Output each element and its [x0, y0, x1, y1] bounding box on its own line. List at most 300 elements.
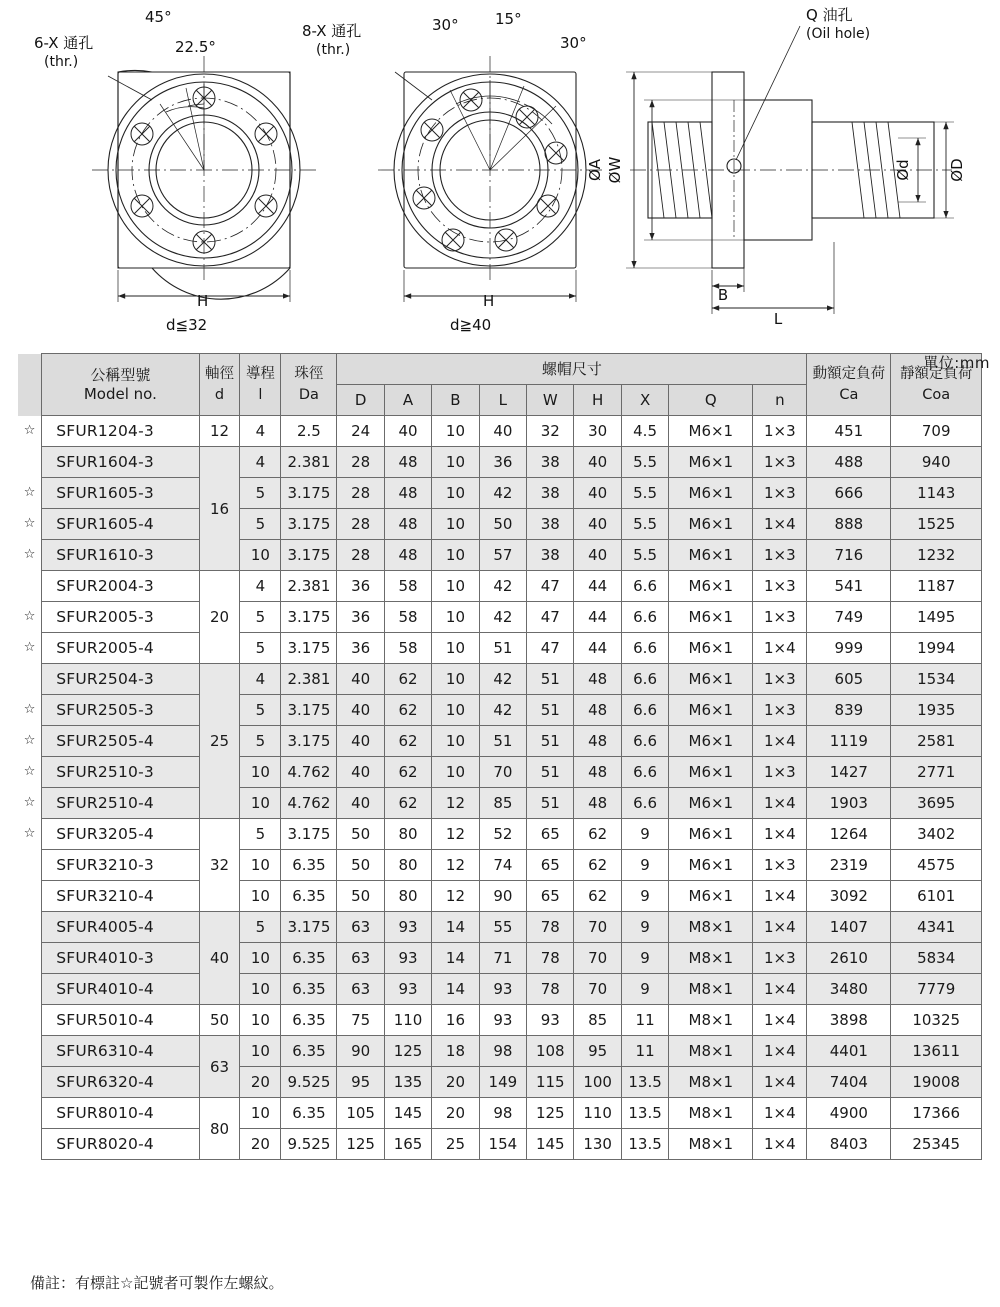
nut-b-cell: 20	[432, 1067, 479, 1098]
table-row	[18, 633, 982, 664]
dia-d-label: Ød	[894, 159, 912, 181]
row-star-mark: ☆	[23, 423, 36, 438]
nut-b-cell: 10	[432, 695, 479, 726]
table-header	[18, 354, 982, 416]
nut-b-cell: 10	[432, 757, 479, 788]
nut-a-cell: 80	[384, 850, 431, 881]
row-star-mark: ☆	[23, 702, 36, 717]
nut-w-cell: 51	[527, 726, 574, 757]
nut-w-cell: 51	[527, 757, 574, 788]
nut-l-cell: 51	[479, 633, 526, 664]
nut-q-cell: M6×1	[669, 881, 753, 912]
nut-w-cell: 32	[527, 416, 574, 447]
dyn-load-cell: 999	[807, 633, 891, 664]
nut-w-cell: 78	[527, 974, 574, 1005]
nut-h-cell: 40	[574, 478, 621, 509]
nut-b-cell: 10	[432, 602, 479, 633]
row-star-mark	[18, 912, 42, 943]
angle-45-label: 45°	[145, 8, 172, 26]
table-row	[18, 819, 982, 850]
nut-h-cell: 48	[574, 664, 621, 695]
lead-cell: 5	[240, 819, 281, 850]
nut-x-cell: 5.5	[621, 447, 668, 478]
row-star-mark: ☆	[23, 764, 36, 779]
stat-load-cell: 10325	[891, 1005, 982, 1036]
ball-dia-cell: 2.381	[281, 571, 337, 602]
nut-col-header-l: L	[479, 385, 526, 416]
model-name-cell: SFUR3210-3	[42, 850, 199, 881]
nut-d-cell: 40	[337, 788, 384, 819]
table-row	[18, 726, 982, 757]
nut-w-cell: 78	[527, 943, 574, 974]
nut-w-cell: 47	[527, 633, 574, 664]
row-star-mark	[18, 1098, 42, 1129]
angle-15-label: 15°	[495, 10, 522, 28]
nut-b-cell: 12	[432, 819, 479, 850]
nut-n-cell: 1×3	[753, 757, 807, 788]
dyn-load-cell: 2319	[807, 850, 891, 881]
shaft-dia-header	[199, 354, 240, 416]
nut-a-cell: 80	[384, 819, 431, 850]
ball-dia-cell: 6.35	[281, 850, 337, 881]
stat-load-cell: 13611	[891, 1036, 982, 1067]
ball-dia-cell: 3.175	[281, 633, 337, 664]
row-star-mark	[18, 447, 42, 478]
table-row	[18, 540, 982, 571]
model-name-cell: SFUR3210-4	[42, 881, 199, 912]
nut-x-cell: 6.6	[621, 664, 668, 695]
nut-n-cell: 1×4	[753, 1036, 807, 1067]
nut-n-cell: 1×4	[753, 788, 807, 819]
dyn-load-cell: 4401	[807, 1036, 891, 1067]
stat-load-cell: 1232	[891, 540, 982, 571]
nut-q-cell: M6×1	[669, 540, 753, 571]
nut-l-cell: 57	[479, 540, 526, 571]
table-row	[18, 695, 982, 726]
nut-a-cell: 80	[384, 881, 431, 912]
ball-dia-cell: 9.525	[281, 1129, 337, 1160]
lead-cell: 4	[240, 447, 281, 478]
dyn-load-cell: 1119	[807, 726, 891, 757]
nut-h-cell: 40	[574, 540, 621, 571]
nut-q-cell: M6×1	[669, 819, 753, 850]
nut-w-cell: 125	[527, 1098, 574, 1129]
model-name-cell: SFUR2505-3	[42, 695, 199, 726]
shaft-dia-cn: 軸徑	[205, 365, 234, 382]
ball-dia-cell: 3.175	[281, 602, 337, 633]
eight-x-thru-sub: (thr.)	[316, 42, 351, 58]
row-star-mark	[18, 974, 42, 1005]
nut-q-cell: M8×1	[669, 1129, 753, 1160]
model-name-cell: SFUR1605-3	[42, 478, 199, 509]
nut-n-cell: 1×3	[753, 478, 807, 509]
specification-table	[18, 353, 982, 1160]
nut-col-header-x: X	[621, 385, 668, 416]
nut-col-header-w: W	[527, 385, 574, 416]
nut-d-cell: 36	[337, 633, 384, 664]
lead-cell: 4	[240, 571, 281, 602]
nut-l-cell: 42	[479, 478, 526, 509]
lead-cell: 10	[240, 881, 281, 912]
stat-load-cell: 2581	[891, 726, 982, 757]
nut-h-cell: 48	[574, 757, 621, 788]
row-star-mark	[18, 664, 42, 695]
ball-dia-sym: Da	[298, 386, 319, 403]
dia-W-label: ØW	[606, 156, 624, 184]
dyn-load-header	[807, 354, 891, 416]
nut-h-cell: 48	[574, 726, 621, 757]
nut-a-cell: 62	[384, 695, 431, 726]
nut-d-cell: 28	[337, 447, 384, 478]
table-row	[18, 850, 982, 881]
nut-w-cell: 38	[527, 509, 574, 540]
ball-dia-cell: 3.175	[281, 540, 337, 571]
nut-a-cell: 110	[384, 1005, 431, 1036]
nut-l-cell: 50	[479, 509, 526, 540]
nut-a-cell: 62	[384, 726, 431, 757]
nut-w-cell: 65	[527, 881, 574, 912]
shaft-dia-sym: d	[214, 386, 225, 403]
nut-q-cell: M8×1	[669, 1098, 753, 1129]
nut-col-header-d: D	[337, 385, 384, 416]
lead-cell: 10	[240, 850, 281, 881]
row-star-mark: ☆	[23, 609, 36, 624]
nut-d-cell: 36	[337, 602, 384, 633]
nut-h-cell: 85	[574, 1005, 621, 1036]
model-name-cell: SFUR1605-4	[42, 509, 199, 540]
nut-d-cell: 40	[337, 757, 384, 788]
footnote: 備註：有標註☆記號者可製作左螺紋。	[30, 1274, 284, 1292]
lead-cell: 5	[240, 912, 281, 943]
shaft-dia-cell: 40	[199, 912, 240, 1005]
nut-q-cell: M8×1	[669, 974, 753, 1005]
dyn-load-cell: 716	[807, 540, 891, 571]
eight-x-thru-label: 8-X 通孔	[302, 22, 362, 40]
nut-l-cell: 98	[479, 1098, 526, 1129]
ball-dia-cell: 4.762	[281, 757, 337, 788]
nut-d-cell: 50	[337, 819, 384, 850]
nut-d-cell: 40	[337, 726, 384, 757]
row-star-mark	[18, 571, 42, 602]
nut-a-cell: 40	[384, 416, 431, 447]
table-row	[18, 664, 982, 695]
nut-w-cell: 51	[527, 664, 574, 695]
row-star-mark	[18, 850, 42, 881]
nut-h-cell: 48	[574, 788, 621, 819]
nut-n-cell: 1×3	[753, 943, 807, 974]
d-le-32-label: d≦32	[166, 316, 208, 334]
nut-a-cell: 93	[384, 912, 431, 943]
table-row	[18, 478, 982, 509]
nut-w-cell: 93	[527, 1005, 574, 1036]
nut-x-cell: 9	[621, 819, 668, 850]
stat-load-cell: 1143	[891, 478, 982, 509]
model-name-cell: SFUR2004-3	[42, 571, 199, 602]
B-label: B	[717, 286, 729, 304]
nut-n-cell: 1×3	[753, 602, 807, 633]
nut-x-cell: 5.5	[621, 478, 668, 509]
nut-l-cell: 42	[479, 602, 526, 633]
lead-sym: l	[258, 386, 263, 403]
model-name-cell: SFUR4005-4	[42, 912, 199, 943]
table-row	[18, 912, 982, 943]
nut-b-cell: 20	[432, 1098, 479, 1129]
nut-x-cell: 5.5	[621, 509, 668, 540]
nut-d-cell: 95	[337, 1067, 384, 1098]
nut-x-cell: 6.6	[621, 633, 668, 664]
ball-dia-cell: 6.35	[281, 974, 337, 1005]
nut-w-cell: 65	[527, 819, 574, 850]
nut-q-cell: M8×1	[669, 1067, 753, 1098]
nut-l-cell: 154	[479, 1129, 526, 1160]
unit-note: 單位:mm	[923, 354, 990, 372]
lead-cell: 10	[240, 1036, 281, 1067]
nut-d-cell: 36	[337, 571, 384, 602]
nut-q-cell: M8×1	[669, 943, 753, 974]
nut-q-cell: M6×1	[669, 726, 753, 757]
nut-col-header-n: n	[753, 385, 807, 416]
stat-load-cell: 4341	[891, 912, 982, 943]
ball-dia-cell: 3.175	[281, 478, 337, 509]
stat-load-cell: 3695	[891, 788, 982, 819]
nut-h-cell: 62	[574, 850, 621, 881]
row-star-mark	[18, 943, 42, 974]
nut-b-cell: 10	[432, 478, 479, 509]
shaft-dia-cell: 20	[199, 571, 240, 664]
nut-n-cell: 1×4	[753, 819, 807, 850]
nut-b-cell: 16	[432, 1005, 479, 1036]
nut-h-cell: 44	[574, 633, 621, 664]
model-name-cell: SFUR1610-3	[42, 540, 199, 571]
table-row	[18, 1036, 982, 1067]
stat-load-cn: 靜額定負荷	[899, 365, 973, 382]
shaft-dia-cell: 12	[199, 416, 240, 447]
nut-n-cell: 1×4	[753, 881, 807, 912]
table-row	[18, 1067, 982, 1098]
nut-h-cell: 44	[574, 602, 621, 633]
lead-cell: 10	[240, 540, 281, 571]
six-x-thru-label: 6-X 通孔	[34, 34, 94, 52]
nut-w-cell: 65	[527, 850, 574, 881]
model-name-cell: SFUR3205-4	[42, 819, 199, 850]
stat-load-cell: 1187	[891, 571, 982, 602]
nut-n-cell: 1×3	[753, 664, 807, 695]
nut-size-header: 螺帽尺寸	[337, 354, 807, 385]
nut-b-cell: 12	[432, 788, 479, 819]
nut-col-header-q: Q	[669, 385, 753, 416]
stat-load-cell: 4575	[891, 850, 982, 881]
dyn-load-cell: 488	[807, 447, 891, 478]
lead-cell: 10	[240, 757, 281, 788]
ball-dia-header	[281, 354, 337, 416]
nut-b-cell: 12	[432, 850, 479, 881]
nut-q-cell: M8×1	[669, 1036, 753, 1067]
angle-30a-label: 30°	[432, 16, 459, 34]
L-label: L	[773, 310, 783, 328]
dyn-load-cell: 1264	[807, 819, 891, 850]
nut-a-cell: 58	[384, 571, 431, 602]
nut-h-cell: 110	[574, 1098, 621, 1129]
nut-x-cell: 6.6	[621, 695, 668, 726]
nut-l-cell: 93	[479, 1005, 526, 1036]
shaft-dia-cell: 50	[199, 1005, 240, 1036]
lead-cell: 20	[240, 1129, 281, 1160]
ball-dia-cell: 3.175	[281, 695, 337, 726]
nut-d-cell: 40	[337, 664, 384, 695]
nut-x-cell: 9	[621, 943, 668, 974]
nut-b-cell: 10	[432, 664, 479, 695]
nut-col-header-a: A	[384, 385, 431, 416]
nut-x-cell: 5.5	[621, 540, 668, 571]
nut-l-cell: 36	[479, 447, 526, 478]
H-left-label: H	[197, 292, 209, 310]
nut-x-cell: 6.6	[621, 757, 668, 788]
nut-a-cell: 48	[384, 540, 431, 571]
stat-load-cell: 3402	[891, 819, 982, 850]
nut-x-cell: 9	[621, 850, 668, 881]
dyn-load-cell: 3480	[807, 974, 891, 1005]
oil-hole-sub: (Oil hole)	[806, 26, 871, 42]
nut-q-cell: M6×1	[669, 788, 753, 819]
nut-q-cell: M6×1	[669, 695, 753, 726]
nut-h-cell: 30	[574, 416, 621, 447]
nut-n-cell: 1×4	[753, 974, 807, 1005]
nut-h-cell: 62	[574, 819, 621, 850]
nut-a-cell: 48	[384, 478, 431, 509]
nut-q-cell: M6×1	[669, 633, 753, 664]
nut-n-cell: 1×4	[753, 633, 807, 664]
nut-n-cell: 1×4	[753, 1067, 807, 1098]
lead-cell: 10	[240, 788, 281, 819]
shaft-dia-cell: 32	[199, 819, 240, 912]
star-col-header	[18, 354, 42, 416]
H-mid-label: H	[483, 292, 495, 310]
shaft-dia-cell: 16	[199, 447, 240, 571]
nut-b-cell: 10	[432, 571, 479, 602]
nut-q-cell: M8×1	[669, 1005, 753, 1036]
model-name-cell: SFUR6320-4	[42, 1067, 199, 1098]
lead-cn: 導程	[245, 365, 275, 382]
nut-n-cell: 1×3	[753, 416, 807, 447]
nut-h-cell: 70	[574, 943, 621, 974]
nut-q-cell: M6×1	[669, 571, 753, 602]
dyn-load-cell: 2610	[807, 943, 891, 974]
nut-d-cell: 125	[337, 1129, 384, 1160]
nut-b-cell: 14	[432, 974, 479, 1005]
stat-load-cell: 1525	[891, 509, 982, 540]
nut-d-cell: 28	[337, 478, 384, 509]
six-x-thru-sub: (thr.)	[44, 54, 79, 70]
ball-dia-cell: 3.175	[281, 726, 337, 757]
stat-load-cell: 5834	[891, 943, 982, 974]
nut-a-cell: 62	[384, 788, 431, 819]
nut-x-cell: 11	[621, 1036, 668, 1067]
dyn-load-cn: 動額定負荷	[812, 365, 886, 382]
nut-l-cell: 42	[479, 664, 526, 695]
nut-a-cell: 125	[384, 1036, 431, 1067]
lead-cell: 10	[240, 943, 281, 974]
ball-dia-cell: 9.525	[281, 1067, 337, 1098]
nut-h-cell: 48	[574, 695, 621, 726]
lead-cell: 4	[240, 416, 281, 447]
stat-load-cell: 709	[891, 416, 982, 447]
dyn-load-sym: Ca	[839, 386, 859, 403]
nut-a-cell: 62	[384, 664, 431, 695]
ball-dia-cell: 2.5	[281, 416, 337, 447]
nut-n-cell: 1×3	[753, 571, 807, 602]
nut-n-cell: 1×3	[753, 540, 807, 571]
nut-l-cell: 85	[479, 788, 526, 819]
nut-a-cell: 58	[384, 633, 431, 664]
nut-w-cell: 38	[527, 540, 574, 571]
dyn-load-cell: 3092	[807, 881, 891, 912]
stat-load-cell: 19008	[891, 1067, 982, 1098]
ball-dia-cell: 2.381	[281, 447, 337, 478]
model-name-cell: SFUR2510-3	[42, 757, 199, 788]
nut-a-cell: 58	[384, 602, 431, 633]
nut-col-header-b: B	[432, 385, 479, 416]
nut-h-cell: 40	[574, 447, 621, 478]
lead-cell: 10	[240, 1098, 281, 1129]
nut-a-cell: 165	[384, 1129, 431, 1160]
row-star-mark	[18, 881, 42, 912]
stat-load-sym: Coa	[922, 386, 951, 403]
table-row	[18, 943, 982, 974]
nut-d-cell: 40	[337, 695, 384, 726]
row-star-mark: ☆	[23, 516, 36, 531]
row-star-mark	[18, 1005, 42, 1036]
nut-w-cell: 145	[527, 1129, 574, 1160]
ball-dia-cell: 3.175	[281, 819, 337, 850]
dyn-load-cell: 1903	[807, 788, 891, 819]
nut-d-cell: 63	[337, 943, 384, 974]
nut-q-cell: M6×1	[669, 509, 753, 540]
shaft-dia-cell: 80	[199, 1098, 240, 1160]
ball-dia-cell: 6.35	[281, 881, 337, 912]
table-row	[18, 416, 982, 447]
stat-load-cell: 1495	[891, 602, 982, 633]
nut-b-cell: 10	[432, 633, 479, 664]
nut-b-cell: 10	[432, 416, 479, 447]
table-row	[18, 1098, 982, 1129]
nut-a-cell: 93	[384, 974, 431, 1005]
nut-l-cell: 74	[479, 850, 526, 881]
nut-col-header-h: H	[574, 385, 621, 416]
model-name-cell: SFUR1204-3	[42, 416, 199, 447]
nut-n-cell: 1×4	[753, 726, 807, 757]
dyn-load-cell: 1407	[807, 912, 891, 943]
row-star-mark: ☆	[23, 640, 36, 655]
table-row	[18, 757, 982, 788]
model-name-cell: SFUR4010-3	[42, 943, 199, 974]
table-row	[18, 447, 982, 478]
nut-n-cell: 1×4	[753, 1098, 807, 1129]
row-star-mark	[18, 1036, 42, 1067]
nut-b-cell: 10	[432, 726, 479, 757]
nut-d-cell: 63	[337, 912, 384, 943]
nut-x-cell: 6.6	[621, 788, 668, 819]
dyn-load-cell: 451	[807, 416, 891, 447]
nut-l-cell: 98	[479, 1036, 526, 1067]
nut-b-cell: 10	[432, 509, 479, 540]
nut-a-cell: 135	[384, 1067, 431, 1098]
stat-load-cell: 7779	[891, 974, 982, 1005]
nut-b-cell: 10	[432, 447, 479, 478]
model-name-cell: SFUR5010-4	[42, 1005, 199, 1036]
stat-load-cell: 1935	[891, 695, 982, 726]
nut-l-cell: 51	[479, 726, 526, 757]
table-row	[18, 602, 982, 633]
